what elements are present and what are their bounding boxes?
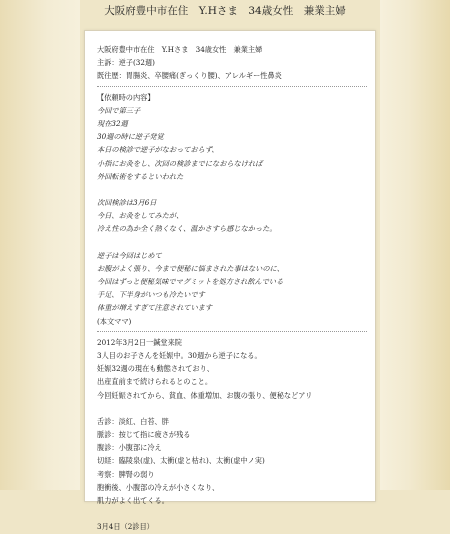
medical-history: 既往歴：胃腸炎、卒腰痛(ぎっくり腰)、アレルギー性鼻炎 bbox=[97, 71, 282, 81]
second-visit-heading: 3月4日（2診目） bbox=[97, 522, 154, 532]
exam-line: 胞衝後、小腹部の冷えが小さくなり、 bbox=[97, 482, 220, 492]
visit-line: 出産直前まで続けられるとのこと。 bbox=[97, 377, 213, 387]
divider bbox=[97, 86, 367, 87]
exam-line: 切経：臨陵泉(虚)、太衝(虚と枯れ)、太衝(虚中ノ実) bbox=[97, 456, 265, 466]
visit-line: 妊娠32週の現在も動態されており、 bbox=[97, 364, 214, 374]
exam-line: 舌診：淡紅、白苔、胖 bbox=[97, 416, 169, 426]
symptom-line: 体重が増えすぎて注意されています bbox=[97, 303, 213, 313]
exam-line: 腹診：小腹部に冷え bbox=[97, 443, 162, 453]
request-line: 今回で第三子 bbox=[97, 105, 141, 115]
request-line: 外回転術をするといわれた bbox=[97, 171, 184, 181]
request-line: 本日の検診で逆子がなおっておらず、 bbox=[97, 145, 219, 155]
visit-line: 3人目のお子さんを妊娠中。30週から逆子になる。 bbox=[97, 351, 262, 361]
symptom-line: お腹がよく張り、今まで便秘に悩まされた事はないのに、 bbox=[97, 263, 284, 273]
next-checkup-line: 次回検診は3月6日 bbox=[97, 198, 157, 208]
exam-line: 脈診：按じて指に疲さが残る bbox=[97, 430, 191, 440]
symptom-line: 今回はずっと便秘気味でマグミットを処方され飲んでいる bbox=[97, 277, 284, 287]
chief-complaint: 主訴：逆子(32週) bbox=[97, 58, 155, 68]
exam-line: 考察：脾腎の弱り bbox=[97, 469, 155, 479]
patient-info: 大阪府豊中市在住 Y.Hさま 34歳女性 兼業主婦 bbox=[97, 45, 263, 54]
next-checkup-line: 冷え性の為か全く熱くなく、温かさすら感じなかった。 bbox=[97, 224, 277, 234]
exam-line: 肌力がよく出てくる。 bbox=[97, 496, 169, 506]
original-text-note: (本文ママ) bbox=[97, 316, 132, 326]
request-line: 現在32週 bbox=[97, 119, 128, 129]
background-right-panel bbox=[380, 0, 450, 490]
page-header: 大阪府豊中市在住 Y.Hさま 34歳女性 兼業主婦 bbox=[104, 5, 346, 17]
symptom-line: 手足、下半身がいつも冷たいです bbox=[97, 290, 205, 300]
background-left-panel bbox=[0, 0, 80, 490]
request-line: 小指にお灸をし、次回の検診までになおらなければ bbox=[97, 158, 263, 168]
visit-line: 2012年3月2日一鍼堂来院 bbox=[97, 337, 182, 347]
request-heading: 【依頼時の内容】 bbox=[97, 92, 155, 102]
divider bbox=[97, 331, 367, 332]
next-checkup-line: 今日、お灸をしてみたが、 bbox=[97, 211, 184, 221]
request-line: 30週の時に逆子発覚 bbox=[97, 132, 164, 142]
symptom-line: 逆子は今回はじめて bbox=[97, 250, 162, 260]
content-body bbox=[97, 43, 367, 534]
content-card bbox=[84, 30, 376, 532]
visit-line: 今回妊娠されてから、貧血、体重増加、お腹の張り、便秘などアリ bbox=[97, 390, 313, 400]
